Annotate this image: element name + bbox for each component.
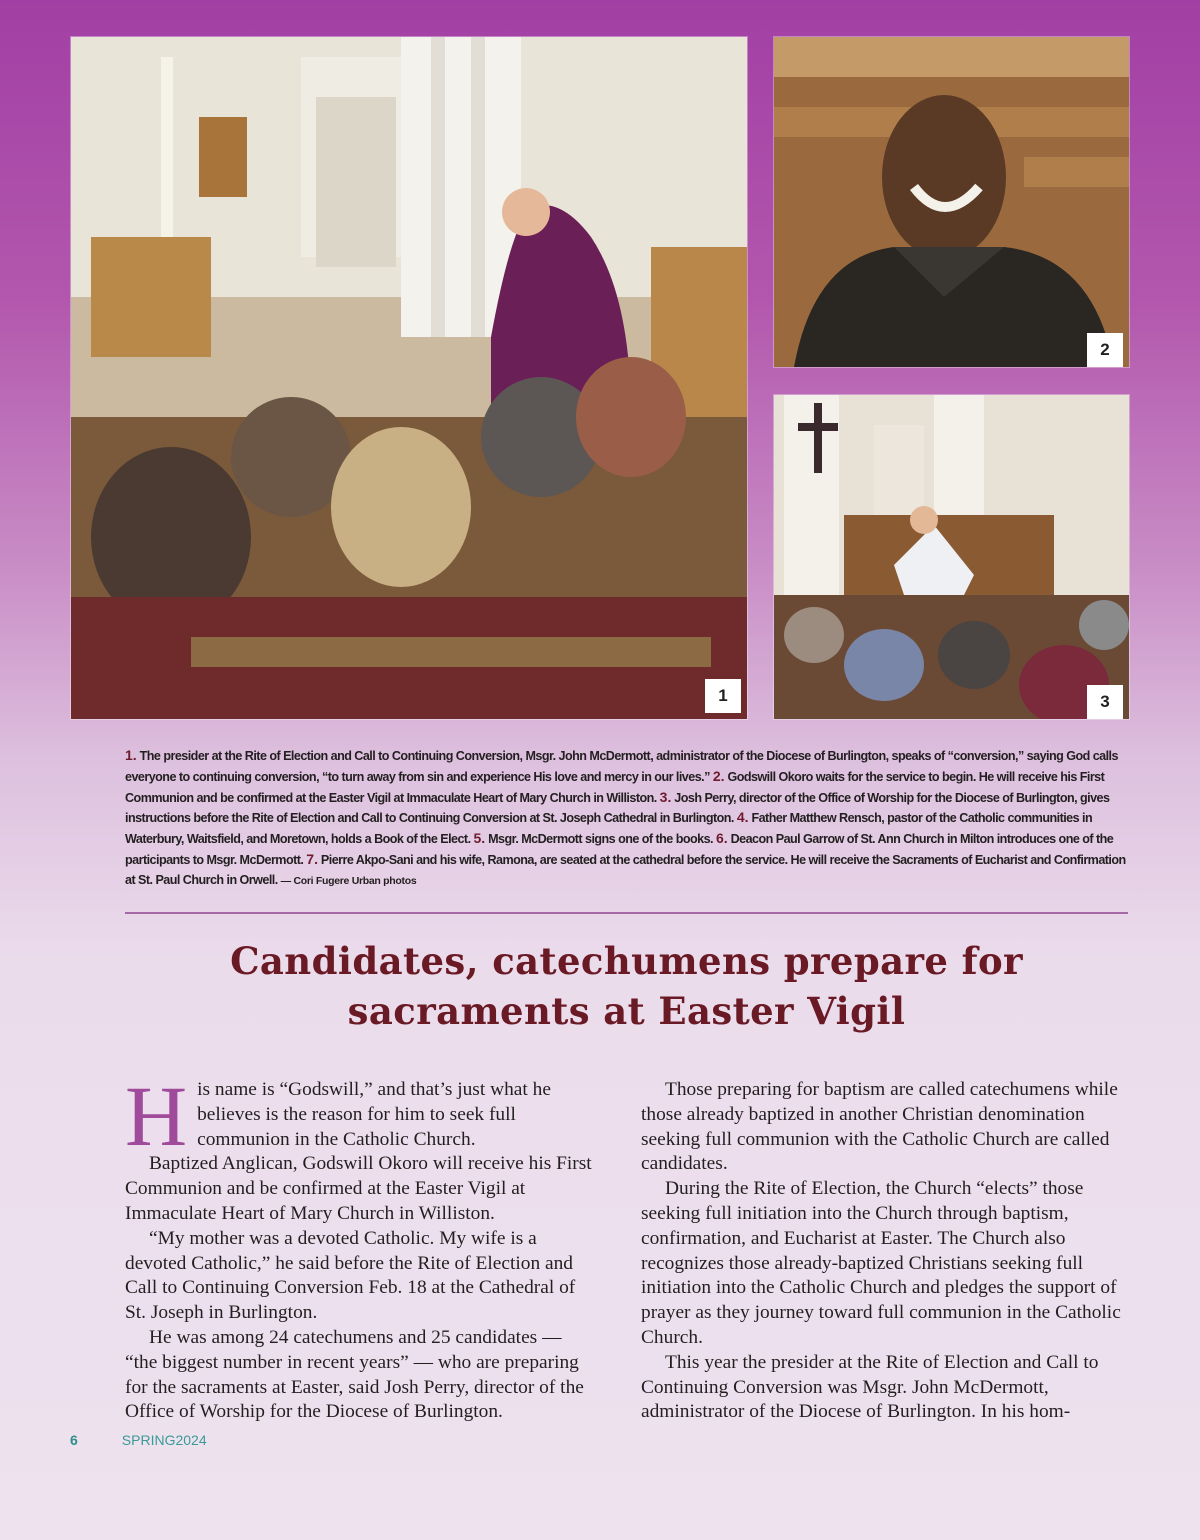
caption-number: 1. <box>125 747 137 763</box>
page-footer <box>70 1432 207 1448</box>
caption-text: Pierre Akpo-Sani and his wife, Ramona, are seated at the cathedral before the service. He will receive the Sacraments of Eucharist and Confirmation at St. Paul Church in Orwell. <box>125 852 1126 887</box>
photo-presider-speaking <box>70 36 748 720</box>
caption-text: Josh Perry, director of the Office of Worship for the Diocese of Burlington, gives instructions before the Rite of Election and Call to Continuing Conversion at St. Joseph Cathedral in Burlington. <box>125 790 1110 826</box>
article-paragraph: During the Rite of Election, the Church “elects” those seeking full initiation into the Church through baptism, confirmation, and Eucharist at Easter. The Church also recognizes those already-baptized Christians seeking full initiation into the Catholic Church and pledges the support of prayer as they journey toward full communion in the Catholic Church. <box>641 1178 1121 1348</box>
photo-number-2: 2 <box>1087 333 1123 367</box>
photo-number-3: 3 <box>1087 685 1123 719</box>
article-column-left <box>125 1068 595 1425</box>
caption-text: The presider at the Rite of Election and Call to Continuing Conversion, Msgr. John McDermott, administrator of the Diocese of Burlington, speaks of “conversion,” saying God calls everyone to continuing conversion, “to turn away from sin and experience His love and mercy in our lives.” <box>125 749 1118 784</box>
photo-caption <box>125 746 1130 892</box>
caption-text: Msgr. McDermott signs one of the books. <box>485 832 716 847</box>
article-paragraph: He was among 24 catechumens and 25 candidates — “the biggest number in recent years” — who are preparing for the sacraments at Easter, said Josh Perry, director of the Office of Worship for the Diocese of Burlington. <box>125 1326 584 1423</box>
article-paragraph: Baptized Anglican, Godswill Okoro will receive his First Communion and be confirmed at the Easter Vigil at Immaculate Heart of Mary Church in Williston. <box>125 1153 592 1224</box>
article-paragraph: Those preparing for baptism are called catechumens while those already baptized in another Christian denomination seeking full communion with the Catholic Church are called candidates. <box>641 1079 1118 1175</box>
caption-number: 7. <box>306 850 318 867</box>
issue-label: SPRING2024 <box>121 1432 207 1448</box>
drop-cap: H <box>125 1068 188 1164</box>
page-number: 6 <box>70 1432 78 1448</box>
article-paragraph: “My mother was a devoted Catholic. My wife is a devoted Catholic,” he said before the Rite of Election and Call to Continuing Conversion Feb. 18 at the Cathedral of St. Joseph in Burlington. <box>125 1227 576 1324</box>
headline-line-1: Candidates, catechumens prepare for <box>230 939 1023 983</box>
photo-godswill-okoro <box>773 36 1130 368</box>
photo-josh-perry-instructions <box>773 394 1130 720</box>
headline-line-2: sacraments at Easter Vigil <box>347 989 906 1033</box>
caption-number: 3. <box>659 788 672 805</box>
caption-text: Deacon Paul Garrow of St. Ann Church in Milton introduces one of the participants to Msgr. McDermott. <box>125 832 1114 867</box>
caption-text: Father Matthew Rensch, pastor of the Catholic communities in Waterbury, Waitsfield, and Moretown, holds a Book of the Elect. <box>125 811 1093 847</box>
paragraph-text: is name is “Godswill,” and that’s just what he believes is the reason for him to seek full communion in the Catholic Church. <box>197 1079 551 1150</box>
photo-number-1: 1 <box>705 679 741 713</box>
caption-text: Godswill Okoro waits for the service to begin. He will receive his First Communion and be confirmed at the Easter Vigil at Immaculate Heart of Mary Church in Williston. <box>125 769 1105 805</box>
article-headline <box>125 936 1128 1036</box>
photo-credit: — Cori Fugere Urban photos <box>280 874 417 887</box>
article-paragraph: This year the presider at the Rite of Election and Call to Continuing Conversion was Msgr. John McDermott, administrator of the Diocese of Burlington. In his hom- <box>641 1351 1099 1423</box>
photo-cathedral-image <box>774 395 1129 719</box>
article-paragraph <box>125 1068 595 1164</box>
caption-number: 5. <box>473 830 486 847</box>
photo-presider-image <box>71 37 747 719</box>
caption-number: 2. <box>712 767 725 784</box>
article-column-right <box>641 1078 1131 1425</box>
caption-number: 6. <box>715 830 728 847</box>
photo-portrait-image <box>774 37 1129 367</box>
caption-number: 4. <box>736 809 749 826</box>
section-divider <box>125 912 1128 914</box>
